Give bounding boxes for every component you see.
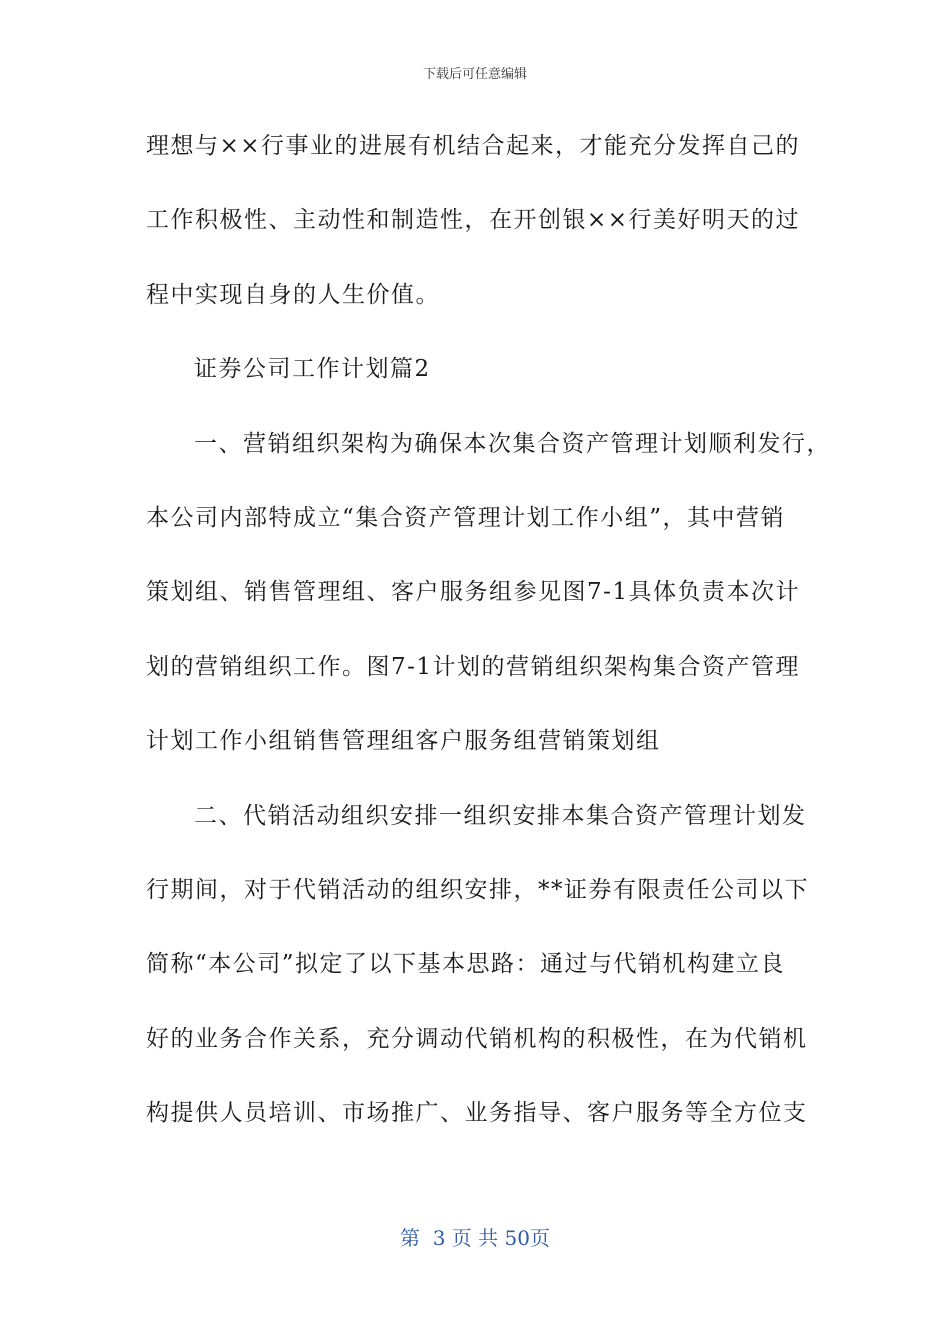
body-line: 程中实现自身的人生价值。: [146, 281, 440, 308]
body-line: 简称“本公司”拟定了以下基本思路：通过与代销机构建立良: [146, 951, 786, 978]
body-line: 二、代销活动组织安排一组织安排本集合资产管理计划发: [194, 802, 807, 829]
body-line: 行期间，对于代销活动的组织安排，**证券有限责任公司以下: [146, 876, 809, 903]
body-line: 本公司内部特成立“集合资产管理计划工作小组”，其中营销: [146, 504, 786, 531]
page-number-footer: 第 3 页 共 50页: [400, 1226, 550, 1250]
page-header: 下载后可任意编辑: [422, 67, 527, 82]
body-line: 一、营销组织架构为确保本次集合资产管理计划顺利发行，: [194, 430, 831, 457]
body-line: 好的业务合作关系，充分调动代销机构的积极性，在为代销机: [146, 1025, 808, 1052]
body-line: 划的营销组织工作。图7-1计划的营销组织架构集合资产管理: [146, 653, 801, 680]
body-line: 工作积极性、主动性和制造性，在开创银××行美好明天的过: [146, 207, 801, 234]
body-line: 构提供人员培训、市场推广、业务指导、客户服务等全方位支: [146, 1100, 808, 1127]
body-line: 策划组、销售管理组、客户服务组参见图7-1具体负责本次计: [146, 579, 801, 606]
body-line: 理想与××行事业的进展有机结合起来，才能充分发挥自己的: [146, 133, 801, 159]
body-line: 计划工作小组销售管理组客户服务组营销策划组: [146, 728, 661, 755]
document-body: [146, 121, 831, 1162]
section-heading: 证券公司工作计划篇2: [194, 356, 431, 383]
